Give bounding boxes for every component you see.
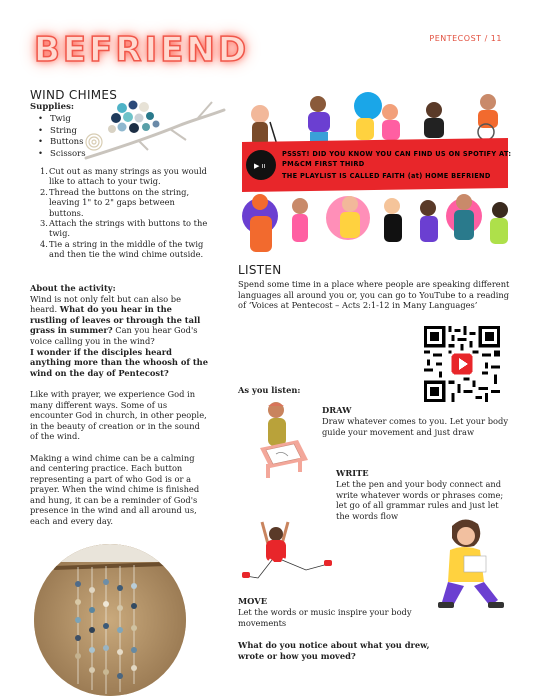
listen-heading: LISTEN <box>238 263 282 277</box>
spotify-line-1: PSSST! DID YOU KNOW YOU CAN FIND US ON SPOTIFY AT: <box>282 150 512 158</box>
instruction-step: 4. Tie a string in the middle of the twig and then tie the wind chime outside. <box>40 238 204 260</box>
drawing-person-illustration <box>246 400 316 480</box>
spotify-line-3: THE PLAYLIST IS CALLED FAITH (at) HOME BEFRIEND <box>282 172 491 180</box>
spotify-line-2: PM&CM FIRST THIRD <box>282 160 365 168</box>
listen-text: Spend some time in a place where people are speaking different languages all around you or, you can go to YouTube to a reading of ‘Voices at Pentecost – Acts 2:1-12 in Many Languages’ <box>238 279 510 310</box>
reflection-question: What do you notice about what you drew, wrote or how you moved? <box>238 640 430 661</box>
about-paragraph: Like with prayer, we experience God in many different ways. Some of us encounter God in church, in other people, in the beauty of creation or in the sound of the wind. <box>30 388 207 442</box>
write-text: Let the pen and your body connect and write whatever words or phrases come; let go of all grammar rules and just let the words flow <box>336 479 504 521</box>
supplies-label: Supplies: <box>30 102 74 112</box>
writing-person-illustration <box>434 516 510 612</box>
supply-item: • Scissors <box>38 149 86 161</box>
instruction-step: 3. Attach the strings with buttons to the twig. <box>40 218 208 239</box>
draw-heading: DRAW <box>322 405 352 415</box>
svg-text:▶ ıı: ▶ ıı <box>254 162 266 170</box>
running-head: PENTECOST / 11 <box>429 34 502 43</box>
supply-item: • Buttons <box>38 137 86 149</box>
draw-text: Draw whatever comes to you. Let your body guide your movement and just draw <box>322 416 509 437</box>
about-paragraph: Making a wind chime can be a calming and centering practice. Each button representing a part of who God is or a prayer. When the wind chime is finished and hung, it can be a reminder of God's presence in the wind and all around us, each and every day. <box>30 452 200 527</box>
as-you-listen-label: As you listen: <box>238 385 301 395</box>
supply-item: • Twig <box>38 114 86 126</box>
dancing-person-illustration <box>242 516 334 592</box>
wind-chimes-heading: WIND CHIMES <box>30 88 118 102</box>
wind-chime-photo <box>34 544 186 696</box>
spotify-banner-illustration <box>238 88 512 270</box>
supply-item: • String <box>38 126 86 138</box>
about-paragraph: Wind is not only felt but can also be heard. What do you hear in the rustling of leaves or through the tall grass in summer? Can you hear God's voice calling you in the wind? I wonder if the disciples heard anything more than the whoosh of the wind on the day of Pentecost? <box>30 293 208 378</box>
write-heading: WRITE <box>336 468 369 478</box>
about-activity <box>30 283 210 537</box>
about-label: About the activity: <box>30 283 116 293</box>
instruction-step: 2. Thread the buttons on the string, leaving 1" to 2" gaps between buttons. <box>40 186 190 218</box>
move-text: Let the words or music inspire your body movements <box>238 607 412 628</box>
youtube-qr-code[interactable] <box>424 326 500 402</box>
page-title: BEFRIEND <box>34 30 250 70</box>
move-heading: MOVE <box>238 596 268 606</box>
instructions-list <box>40 166 208 260</box>
instruction-step: 1. Cut out as many strings as you would like to attach to your twig. <box>40 166 207 187</box>
twig-buttons-illustration <box>78 96 228 164</box>
